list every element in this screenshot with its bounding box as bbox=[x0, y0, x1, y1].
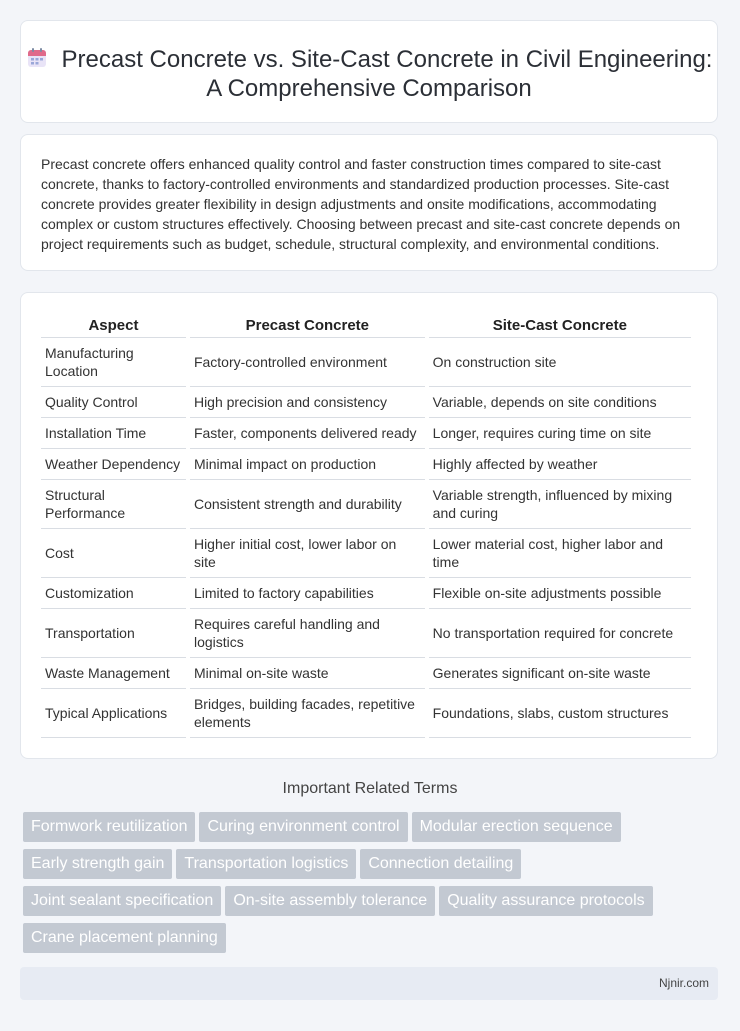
sitecast-cell: Variable strength, influenced by mixing and curing bbox=[429, 480, 691, 529]
term-tag[interactable]: Transportation logistics bbox=[176, 849, 356, 879]
precast-cell: Factory-controlled environment bbox=[190, 338, 425, 387]
aspect-cell: Installation Time bbox=[41, 418, 186, 449]
aspect-cell: Quality Control bbox=[41, 387, 186, 418]
aspect-cell: Waste Management bbox=[41, 658, 186, 689]
term-tag[interactable]: On-site assembly tolerance bbox=[225, 886, 435, 916]
sitecast-cell: Generates significant on-site waste bbox=[429, 658, 691, 689]
table-row bbox=[41, 480, 691, 529]
sitecast-cell: Lower material cost, higher labor and time bbox=[429, 529, 691, 578]
sitecast-cell: Longer, requires curing time on site bbox=[429, 418, 691, 449]
footer bbox=[20, 967, 718, 1000]
intro-paragraph: Precast concrete offers enhanced quality control and faster construction times compared to site-cast concrete, thanks to factory-controlled environments and standardized production processes. Site-cast concrete provides greater flexibility in design adjustments and onsite modifications, accommodating complex or custom structures effectively. Choosing between precast and site-cast concrete depends on project requirements such as budget, schedule, structural complexity, and environmental conditions. bbox=[41, 156, 681, 252]
precast-cell: Faster, components delivered ready bbox=[190, 418, 425, 449]
table-row bbox=[41, 529, 691, 578]
term-tag[interactable]: Quality assurance protocols bbox=[439, 886, 652, 916]
precast-cell: Minimal on-site waste bbox=[190, 658, 425, 689]
precast-cell: Limited to factory capabilities bbox=[190, 578, 425, 609]
sitecast-cell: On construction site bbox=[429, 338, 691, 387]
header-sitecast: Site-Cast Concrete bbox=[429, 314, 691, 338]
term-tag[interactable]: Early strength gain bbox=[23, 849, 172, 879]
table-row bbox=[41, 578, 691, 609]
title-card bbox=[20, 20, 718, 123]
aspect-cell: Weather Dependency bbox=[41, 449, 186, 480]
table-row bbox=[41, 338, 691, 387]
table-row bbox=[41, 418, 691, 449]
sitecast-cell: Flexible on-site adjustments possible bbox=[429, 578, 691, 609]
page-title bbox=[21, 45, 717, 103]
table-header-row bbox=[41, 314, 691, 338]
term-tag[interactable]: Formwork reutilization bbox=[23, 812, 195, 842]
precast-cell: Bridges, building facades, repetitive elements bbox=[190, 689, 425, 738]
calendar-icon bbox=[26, 47, 48, 69]
sitecast-cell: No transportation required for concrete bbox=[429, 609, 691, 658]
precast-cell: Requires careful handling and logistics bbox=[190, 609, 425, 658]
intro-card bbox=[20, 134, 718, 271]
aspect-cell: Typical Applications bbox=[41, 689, 186, 738]
header-aspect: Aspect bbox=[41, 314, 186, 338]
sitecast-cell: Variable, depends on site conditions bbox=[429, 387, 691, 418]
term-tag[interactable]: Crane placement planning bbox=[23, 923, 226, 953]
comparison-card bbox=[20, 292, 718, 759]
footer-brand[interactable]: Njnir.com bbox=[658, 976, 709, 990]
aspect-cell: Structural Performance bbox=[41, 480, 186, 529]
term-tag[interactable]: Modular erection sequence bbox=[412, 812, 621, 842]
precast-cell: Consistent strength and durability bbox=[190, 480, 425, 529]
precast-cell: Higher initial cost, lower labor on site bbox=[190, 529, 425, 578]
aspect-cell: Customization bbox=[41, 578, 186, 609]
aspect-cell: Transportation bbox=[41, 609, 186, 658]
term-tag[interactable]: Connection detailing bbox=[360, 849, 521, 879]
table-row bbox=[41, 689, 691, 738]
page-title-text: Precast Concrete vs. Site-Cast Concrete in Civil Engineering: A Comprehensive Comparison bbox=[61, 46, 713, 102]
header-precast: Precast Concrete bbox=[190, 314, 425, 338]
table-row bbox=[41, 658, 691, 689]
table-row bbox=[41, 449, 691, 480]
term-tag[interactable]: Curing environment control bbox=[199, 812, 407, 842]
sitecast-cell: Highly affected by weather bbox=[429, 449, 691, 480]
precast-cell: High precision and consistency bbox=[190, 387, 425, 418]
comparison-table bbox=[37, 314, 695, 738]
table-row bbox=[41, 609, 691, 658]
related-terms-list bbox=[23, 812, 703, 960]
table-row bbox=[41, 387, 691, 418]
aspect-cell: Cost bbox=[41, 529, 186, 578]
precast-cell: Minimal impact on production bbox=[190, 449, 425, 480]
aspect-cell: Manufacturing Location bbox=[41, 338, 186, 387]
term-tag[interactable]: Joint sealant specification bbox=[23, 886, 221, 916]
related-terms-heading: Important Related Terms bbox=[282, 780, 458, 797]
sitecast-cell: Foundations, slabs, custom structures bbox=[429, 689, 691, 738]
